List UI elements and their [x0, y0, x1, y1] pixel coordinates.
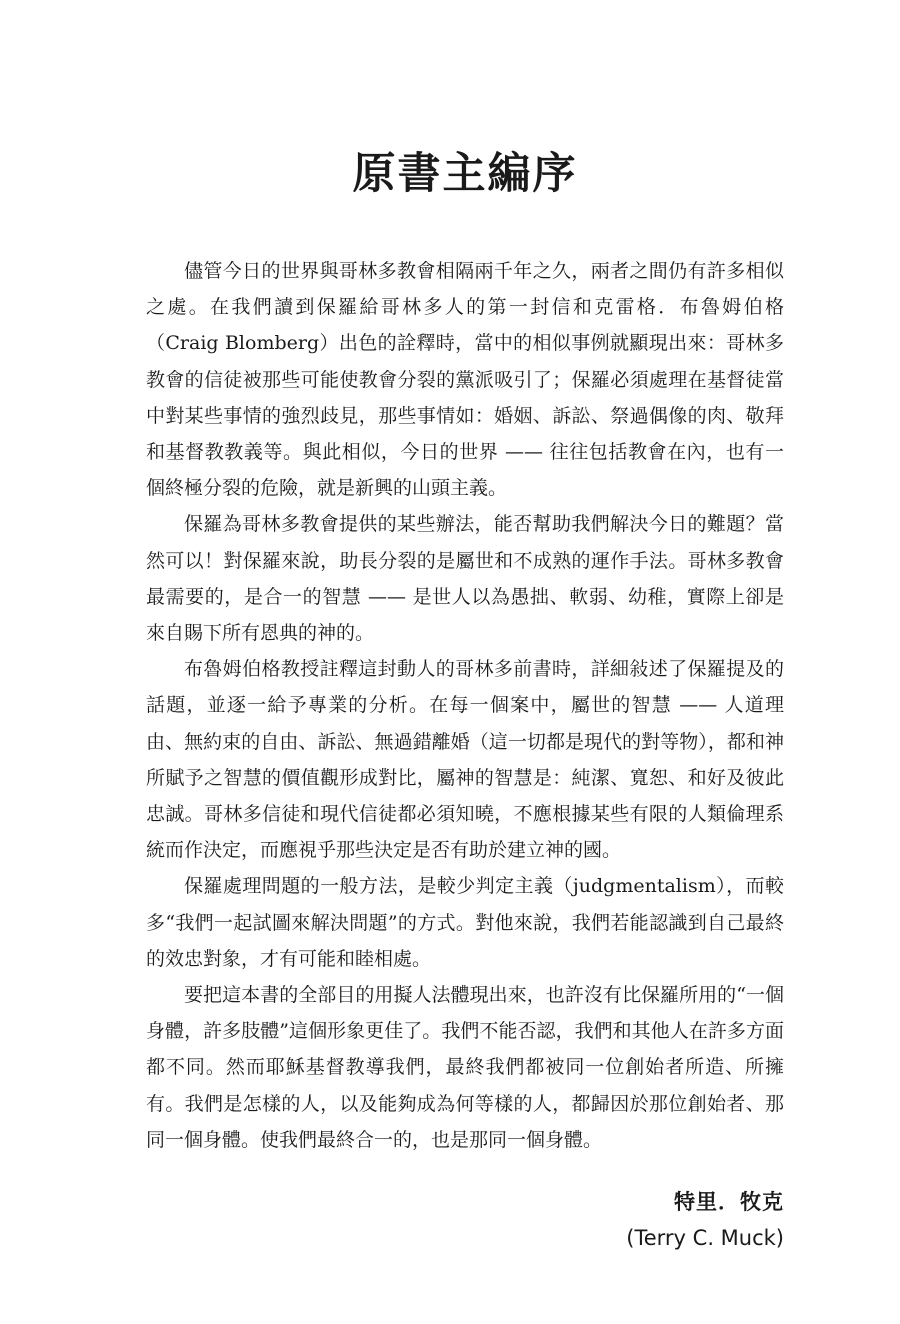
- signature-block: [626, 1185, 784, 1257]
- page-title: 原書主編序: [352, 149, 578, 199]
- preface-body: [146, 253, 784, 1158]
- author-name: 特里．牧克: [674, 1190, 784, 1214]
- author-name-english: (Terry C. Muck): [626, 1226, 784, 1250]
- paragraph: 保羅為哥林多教會提供的某些辦法，能否幫助我們解決今日的難題？當然可以！對保羅來說，助長分裂的是屬世和不成熟的運作手法。哥林多教會最需要的，是合一的智慧 —— 是世人以為愚拙、軟弱、幼稚，實際上卻是來自賜下所有恩典的神的。: [146, 513, 784, 645]
- paragraph: 布魯姆伯格教授註釋這封動人的哥林多前書時，詳細敍述了保羅提及的話題，並逐一給予專業的分析。在每一個案中，屬世的智慧 —— 人道理由、無約束的自由、訴訟、無過錯離婚（這一切都是現代的對等物），都和神所賦予之智慧的價值觀形成對比，屬神的智慧是：純潔、寬恕、和好及彼此忠誠。哥林多信徒和現代信徒都必須知曉，不應根據某些有限的人類倫理系統而作決定，而應視乎那些決定是否有助於建立神的國。: [146, 658, 784, 862]
- paragraph: 要把這本書的全部目的用擬人法體現出來，也許沒有比保羅所用的“一個身體，許多肢體”這個形象更佳了。我們不能否認，我們和其他人在許多方面都不同。然而耶穌基督教導我們，最終我們都被同一位創始者所造、所擁有。我們是怎樣的人，以及能夠成為何等樣的人，都歸因於那位創始者、那同一個身體。使我們最終合一的，也是那同一個身體。: [146, 984, 784, 1151]
- paragraph: 儘管今日的世界與哥林多教會相隔兩千年之久，兩者之間仍有許多相似之處。在我們讀到保羅給哥林多人的第一封信和克雷格．布魯姆伯格（Craig Blomberg）出色的詮釋時，當中的相似事例就顯現出來：哥林多教會的信徒被那些可能使教會分裂的黨派吸引了；保羅必須處理在基督徒當中對某些事情的強烈歧見，那些事情如：婚姻、訴訟、祭過偶像的肉、敬拜和基督教教義等。與此相似，今日的世界 —— 往往包括教會在內，也有一個終極分裂的危險，就是新興的山頭主義。: [146, 260, 784, 500]
- paragraph: 保羅處理問題的一般方法，是較少判定主義（judgmentalism），而較多“我們一起試圖來解決問題”的方式。對他來說，我們若能認識到自己最終的效忠對象，才有可能和睦相處。: [146, 875, 784, 970]
